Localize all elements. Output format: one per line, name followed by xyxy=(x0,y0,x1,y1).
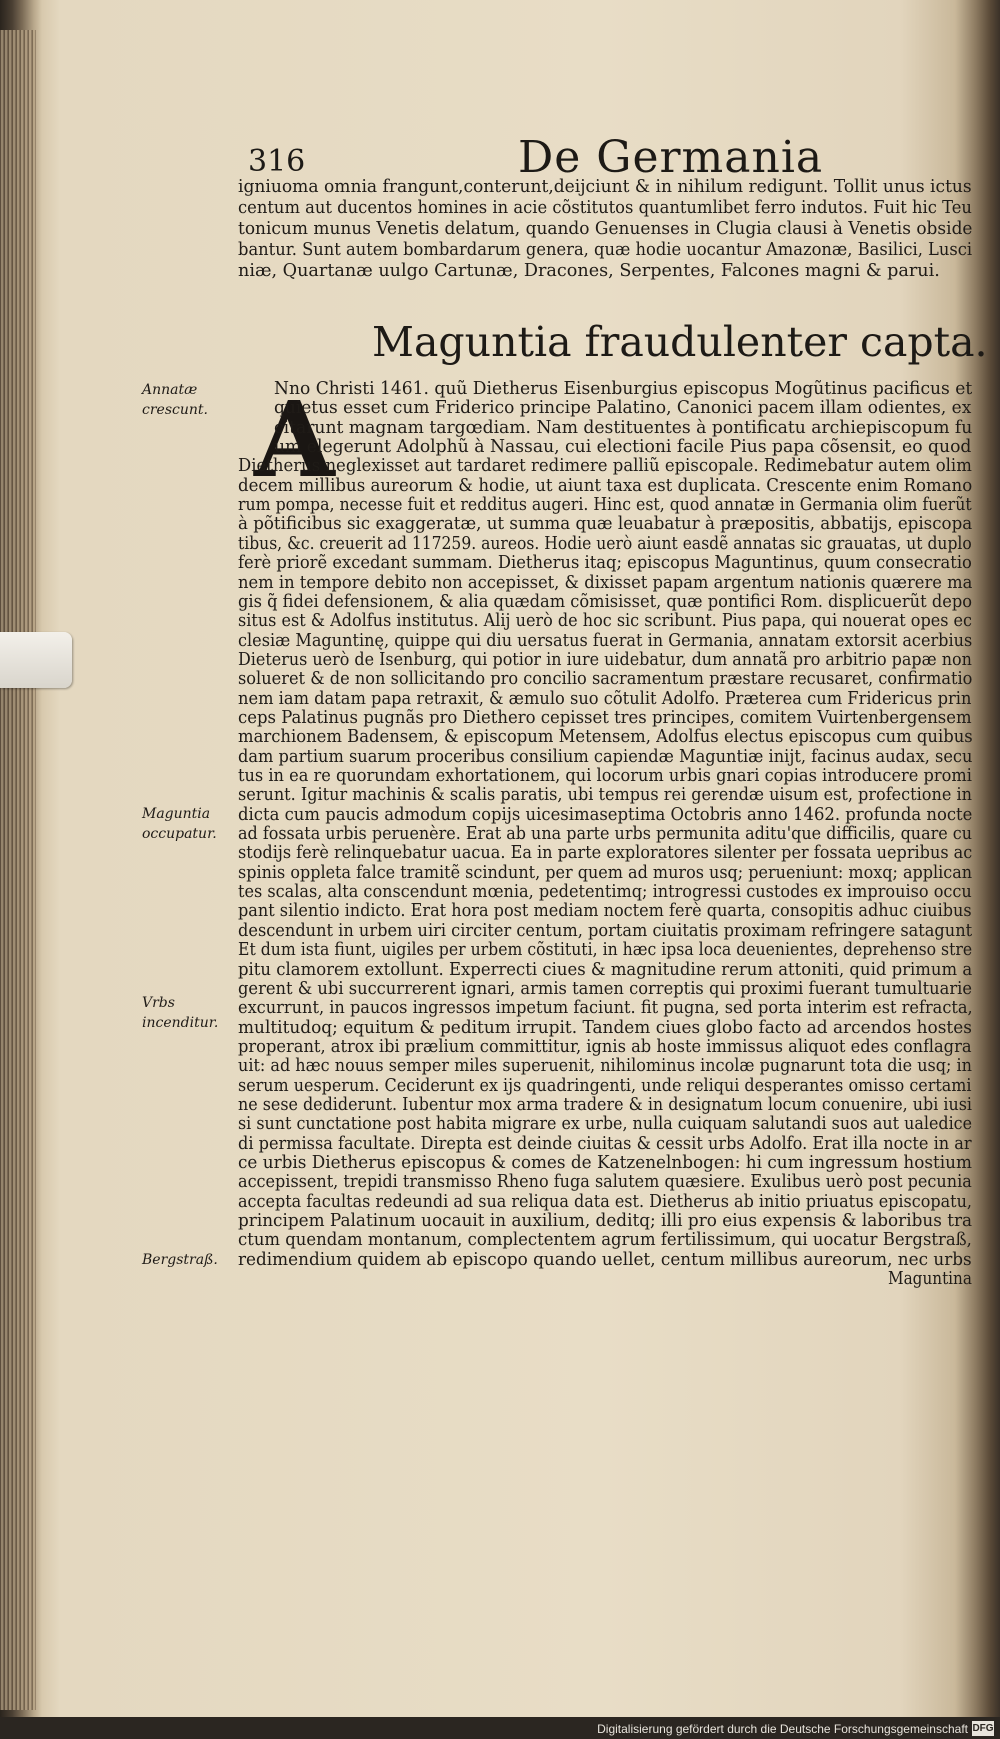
text-line: properant, atrox ibi prælium committitur, ignis ab hoste immissus aliquot edes conflagra xyxy=(238,1036,972,1057)
text-line: pitu clamorem extollunt. Experrecti ciues & magnitudine rerum attoniti, quid primum a xyxy=(238,959,973,980)
text-line: descendunt in urbem uiri circiter centum, portam ciuitatis proximam refringere satagunt xyxy=(238,920,973,941)
text-line: tus in ea re quorundam exhortationem, qui locorum urbis gnari copias introducere promi xyxy=(238,766,972,786)
text-line: ne sese dediderunt. Iubentur mox arma tradere & in designatum locum conuenire, ubi iusi xyxy=(238,1094,973,1115)
text-line: ceps Palatinus pugnãs pro Diethero cepisset tres principes, comitem Vuirtenbergensem xyxy=(238,707,972,728)
text-line: Dietherus neglexisset aut tardaret redimere palliũ episcopale. Redimebatur autem olim xyxy=(238,456,972,477)
text-line: igniuoma omnia frangunt,conterunt,deijciunt & in nihilum redigunt. Tollit unus ictus xyxy=(238,177,972,197)
text-line: dicta cum paucis admodum copijs uicesimaseptima Octobris anno 1462. profunda nocte xyxy=(238,804,973,825)
text-line: Nno Christi 1461. quũ Dietherus Eisenburgius episcopus Mogũtinus pacificus et xyxy=(274,379,973,399)
text-line: rum pompa, necesse fuit et redditus augeri. Hinc est, quod annatæ in Germania olim fuerũt xyxy=(238,495,972,516)
book-leaf-edges xyxy=(0,30,36,1710)
marginal-note-urbs: Vrbs incenditur. xyxy=(142,995,219,1031)
text-line: tes scalas, alta conscendunt mœnia, pedetentimq; introgressi custodes ex improuiso occu xyxy=(238,882,972,903)
footer-strip xyxy=(0,1717,1000,1739)
text-line: tibus, &c. creuerit ad 117259. aureos. Hodie uerò aiunt easdẽ annatas sic grauatas, ut duplo xyxy=(238,533,972,554)
marginal-note-bergstrass: Bergstraß. xyxy=(142,1252,218,1268)
text-line: excurrunt, in paucos ingressos impetum faciunt. fit pugna, sed porta interim est refracta, xyxy=(238,998,973,1019)
text-line: solueret & de non sollicitando pro concilio sacramentum præstare recusaret, confirmatio xyxy=(238,669,973,690)
text-line: clesiæ Maguntinę, quippe qui diu uersatus fuerat in Germania, annatam extorsit acerbius xyxy=(238,630,973,651)
text-line: bantur. Sunt autem bombardarum genera, quæ hodie uocantur Amazonæ, Basilici, Lusci xyxy=(238,240,973,260)
text-line: centum aut ducentos homines in acie cõstitutos quantumlibet ferro indutos. Fuit hic Teu xyxy=(238,198,972,218)
text-line: Maguntina xyxy=(888,1269,972,1290)
running-head: De Germania xyxy=(518,132,824,183)
text-line: citarunt magnam targœdiam. Nam destituentes à pontificatu archiepiscopum fu xyxy=(274,417,973,438)
text-line: stodijs ferè relinquebatur uacua. Ea in parte exploratores silenter per fossata uepribus ac xyxy=(238,843,973,864)
text-line: niæ, Quartanæ uulgo Cartunæ, Dracones, Serpentes, Falcones magni & parui. xyxy=(238,261,940,281)
text-line: nem in tempore debito non accepisset, & dixisset papam argentum nationis quærere ma xyxy=(238,572,973,593)
text-line: di permissa facultate. Direpta est deinde ciuitas & cessit urbs Adolfo. Erat illa nocte in ar xyxy=(238,1133,972,1154)
text-line: redimendium quidem ab episcopo quando uellet, centum millibus aureorum, nec urbs xyxy=(238,1249,972,1270)
text-line: à põtificibus sic exaggeratæ, ut summa quæ leuabatur à præpositis, abbatijs, episcopa xyxy=(238,514,973,535)
text-line: gerent & ubi succurrerent ignari, armis tamen correptis qui proximi fuerant tumultuarie xyxy=(238,978,973,999)
text-line: ce urbis Dietherus episcopus & comes de Katzenelnbogen: hi cum ingressum hostium xyxy=(238,1153,972,1173)
text-line: situs est & Adolfus institutus. Alij uerò de hoc sic scribunt. Pius papa, qui nouerat opes ec xyxy=(238,611,973,632)
text-line: accepissent, trepidi transmisso Rheno fuga salutem quæsiere. Exulibus uerò post pecunia xyxy=(238,1172,972,1193)
text-line: Dieterus uerò de Isenburg, qui potior in iure uidebatur, dum annatã pro arbitrio papæ non xyxy=(238,649,972,670)
footer-credit: Digitalisierung gefördert durch die Deutsche Forschungsgemeinschaft xyxy=(597,1722,968,1736)
marginal-note-maguntia: Maguntia occupatur. xyxy=(142,806,217,842)
text-line: multitudoq; equitum & peditum irrupit. Tandem ciues globo facto ad arcendos hostes xyxy=(238,1017,972,1038)
text-line: Et dum ista fiunt, uigiles per urbem cõstituti, in hæc ipsa loca deuenientes, deprehenso stre xyxy=(238,940,973,961)
text-line: serunt. Igitur machinis & scalis paratis, ubi tempus rei gerendæ uisum est, profectione in xyxy=(238,785,972,806)
text-line: decem millibus aureorum & hodie, ut aiunt taxa est duplicata. Crescente enim Romano xyxy=(238,475,973,496)
text-line: ferè priorẽ excedant summam. Dietherus itaq; episcopus Maguntinus, quum consecratio xyxy=(238,553,972,574)
text-line: ctum quendam montanum, complectentem agrum fertilissimum, qui uocatur Bergstraß, xyxy=(238,1230,972,1251)
section-title: Maguntia fraudulenter capta. xyxy=(372,318,988,366)
text-line: gis q̃ fidei defensionem, & alia quædam cõmisisset, quæ pontifici Rom. displicuerũt depo xyxy=(238,591,973,612)
paper-bookmark xyxy=(0,632,72,688)
text-line: uit: ad hæc nouus semper miles superuenit, nihilominus incolæ pugnarunt tota die usq; in xyxy=(238,1056,972,1077)
page-number: 316 xyxy=(248,144,306,179)
marginal-note-annatae: Annatæ crescunt. xyxy=(142,382,208,418)
text-line: dam partium suarum proceribus consilium capiendæ Maguntiæ inijt, facinus audax, secu xyxy=(238,746,973,767)
text-line: accepta facultas redeundi ad sua reliqua data est. Dietherus ab initio priuatus episcopatu, xyxy=(238,1191,973,1212)
text-line: ad fossata urbis peruenère. Erat ab una parte urbs permunita aditu'que difficilis, quare cu xyxy=(238,824,973,845)
text-line: tonicum munus Venetis delatum, quando Genuenses in Clugia clausi à Venetis obside xyxy=(238,219,973,239)
text-line: principem Palatinum uocauit in auxilium, deditq; illi pro eius expensis & laboribus tra xyxy=(238,1211,973,1232)
text-line: serum uesperum. Ceciderunt ex ijs quadringenti, unde reliqui desperantes omisso certami xyxy=(238,1075,972,1096)
text-line: quietus esset cum Friderico principe Palatino, Canonici pacem illam odientes, ex xyxy=(274,398,972,419)
text-line: um elegerunt Adolphũ à Nassau, cui electioni facile Pius papa cõsensit, eo quod xyxy=(274,437,972,458)
dfg-logo: DFG xyxy=(972,1723,994,1734)
text-line: pant silentio indicto. Erat hora post mediam noctem ferè quarta, consopitis adhuc ciuibus xyxy=(238,901,972,922)
text-line: si sunt cunctatione post habita migrare ex urbe, nulla cuiquam salutandi suos aut ualedice xyxy=(238,1114,973,1135)
drop-cap: A xyxy=(254,378,335,501)
text-line: spinis oppleta falce tramitẽ scindunt, per quem ad muros usq; perueniunt: moxq; applican xyxy=(238,862,973,883)
text-line: marchionem Badensem, & episcopum Metensem, Adolfus electus episcopus cum quibus xyxy=(238,727,973,748)
text-line: nem iam datam papa retraxit, & æmulo suo cõtulit Adolfo. Præterea cum Fridericus prin xyxy=(238,688,972,709)
